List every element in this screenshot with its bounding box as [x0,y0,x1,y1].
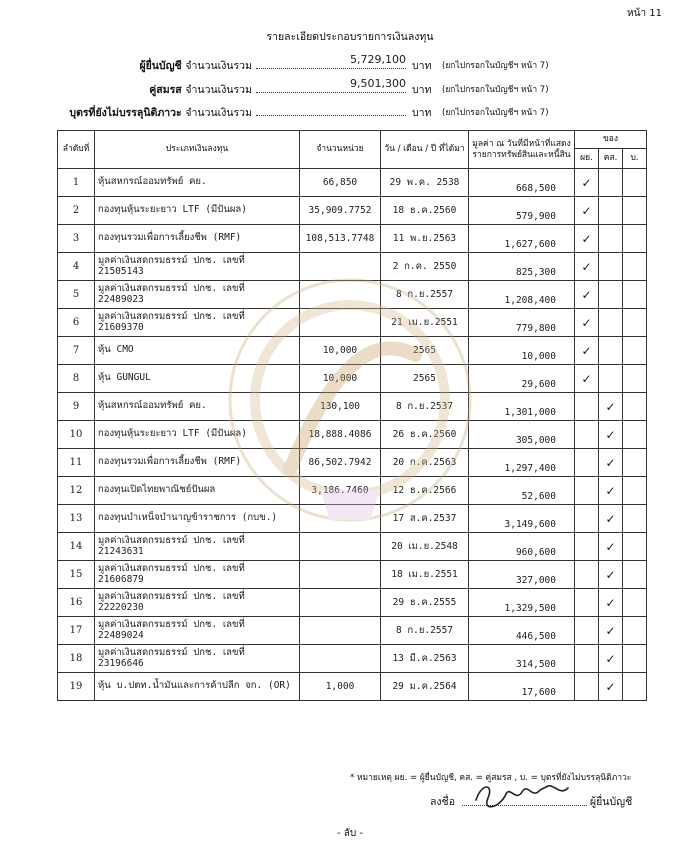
row-units: 10,000 [300,337,381,365]
summary-unit: บาท [412,107,432,119]
owner-check-spouse: ✓ [599,561,623,589]
row-date: 2 ก.ค. 2550 [381,253,469,281]
header-value: มูลค่า ณ วันที่มีหน้าที่แสดง รายการทรัพย์สินและหนี้สิน [469,131,575,169]
owner-check-child [623,589,647,617]
row-no: 6 [58,309,95,337]
table-row [58,533,647,561]
owner-check-child [623,617,647,645]
table-row [58,309,647,337]
row-date: 20 เม.ย.2548 [381,533,469,561]
owner-check-spouse: ✓ [599,449,623,477]
table-row [58,393,647,421]
row-date: 11 พ.ย.2563 [381,225,469,253]
owner-check-filer: ✓ [575,309,599,337]
row-value: 314,500 [469,645,575,673]
owner-check-filer: ✓ [575,197,599,225]
row-type: กองทุนหุ้นระยะยาว LTF (มีปันผล) [95,197,300,225]
owner-check-filer: ✓ [575,337,599,365]
row-date: 29 พ.ค. 2538 [381,169,469,197]
row-no: 4 [58,253,95,281]
table-row [58,561,647,589]
row-units [300,505,381,533]
row-type: มูลค่าเงินสดกรมธรรม์ ปกช. เลขที่ 23196646 [95,645,300,673]
summary-spouse [0,77,700,97]
row-type: มูลค่าเงินสดกรมธรรม์ ปกช. เลขที่ 21606879 [95,561,300,589]
summary-note: (ยกไปกรอกในบัญชีฯ หน้า 7) [442,108,549,118]
table-row [58,197,647,225]
row-type: กองทุนรวมเพื่อการเลี้ยงชีพ (RMF) [95,449,300,477]
header-date: วัน / เดือน / ปี ที่ได้มา [381,131,469,169]
sign-line [462,805,587,806]
owner-check-child [623,421,647,449]
row-type: กองทุนรวมเพื่อการเลี้ยงชีพ (RMF) [95,225,300,253]
owner-check-child [623,477,647,505]
row-units [300,589,381,617]
row-value: 1,297,400 [469,449,575,477]
summary-value: 5,729,100 [350,53,406,66]
page-number: หน้า 11 [627,8,662,19]
summary-line [256,68,406,69]
owner-check-spouse [599,309,623,337]
row-no: 11 [58,449,95,477]
sign-role: ผู้ยื่นบัญชี [590,796,633,808]
table-row [58,253,647,281]
owner-check-spouse: ✓ [599,617,623,645]
row-value: 3,149,600 [469,505,575,533]
document-title: รายละเอียดประกอบรายการเงินลงทุน [266,31,434,43]
legend-note: * หมายเหตุ ผย. = ผู้ยื่นบัญชี, คส. = คู่สมรส , บ. = บุตรที่ยังไม่บรรลุนิติภาวะ [350,773,632,783]
row-date: 12 ธ.ค.2566 [381,477,469,505]
row-date: 26 ธ.ค.2560 [381,421,469,449]
owner-check-child [623,393,647,421]
owner-check-spouse [599,365,623,393]
row-type: หุ้นสหกรณ์ออมทรัพย์ คย. [95,393,300,421]
summary-label: คู่สมรส จำนวนเงินรวม [149,84,252,96]
row-value: 579,900 [469,197,575,225]
owner-check-spouse [599,197,623,225]
owner-check-filer [575,673,599,701]
row-date: 20 ก.ค.2563 [381,449,469,477]
row-type: หุ้น บ.ปตท.น้ำมันและการค้าปลีก จก. (OR) [95,673,300,701]
owner-check-filer [575,617,599,645]
owner-check-child [623,365,647,393]
owner-check-spouse [599,169,623,197]
owner-check-child [623,449,647,477]
sign-label: ลงชื่อ [430,796,455,808]
row-type: มูลค่าเงินสดกรมธรรม์ ปกช. เลขที่ 21609370 [95,309,300,337]
row-type: กองทุนหุ้นระยะยาว LTF (มีปันผล) [95,421,300,449]
row-units: 66,850 [300,169,381,197]
owner-check-spouse [599,253,623,281]
table-row [58,505,647,533]
row-no: 5 [58,281,95,309]
owner-check-spouse: ✓ [599,645,623,673]
table-row [58,225,647,253]
row-date: 8 ก.ย.2557 [381,617,469,645]
row-value: 446,500 [469,617,575,645]
row-units: 86,502.7942 [300,449,381,477]
row-no: 9 [58,393,95,421]
owner-check-filer [575,421,599,449]
owner-check-spouse: ✓ [599,477,623,505]
owner-check-child [623,337,647,365]
row-no: 12 [58,477,95,505]
row-units: 3,186.7460 [300,477,381,505]
row-value: 1,208,400 [469,281,575,309]
row-units [300,645,381,673]
row-no: 13 [58,505,95,533]
row-units [300,281,381,309]
row-type: มูลค่าเงินสดกรมธรรม์ ปกช. เลขที่ 22489024 [95,617,300,645]
owner-check-filer [575,393,599,421]
header-units: จำนวนหน่วย [300,131,381,169]
row-no: 17 [58,617,95,645]
owner-check-spouse [599,337,623,365]
owner-check-spouse: ✓ [599,393,623,421]
summary-unit: บาท [412,60,432,72]
row-units [300,253,381,281]
table-row [58,365,647,393]
row-value: 52,600 [469,477,575,505]
table-row [58,673,647,701]
row-value: 825,300 [469,253,575,281]
owner-check-child [623,645,647,673]
row-no: 16 [58,589,95,617]
table-row [58,281,647,309]
row-no: 8 [58,365,95,393]
summary-note: (ยกไปกรอกในบัญชีฯ หน้า 7) [442,61,549,71]
owner-check-spouse: ✓ [599,533,623,561]
row-value: 10,000 [469,337,575,365]
summary-note: (ยกไปกรอกในบัญชีฯ หน้า 7) [442,85,549,95]
row-date: 29 ธ.ค.2555 [381,589,469,617]
owner-check-filer [575,477,599,505]
row-units: 130,100 [300,393,381,421]
summary-label: ผู้ยื่นบัญชี จำนวนเงินรวม [139,60,252,72]
owner-check-filer [575,533,599,561]
row-date: 21 เม.ย.2551 [381,309,469,337]
owner-check-filer: ✓ [575,365,599,393]
row-units: 10,000 [300,365,381,393]
table-row [58,589,647,617]
row-date: 8 ก.ย.2557 [381,281,469,309]
owner-check-filer [575,645,599,673]
confidential-footer: - ลับ - [336,828,364,839]
header-owner-filer: ผย. [575,149,599,169]
row-no: 2 [58,197,95,225]
row-date: 8 ก.ย.2537 [381,393,469,421]
row-date: 2565 [381,365,469,393]
owner-check-child [623,673,647,701]
summary-label: บุตรที่ยังไม่บรรลุนิติภาวะ จำนวนเงินรวม [69,107,252,119]
summary-filer [0,53,700,73]
row-value: 327,000 [469,561,575,589]
summary-value: 9,501,300 [350,77,406,90]
row-date: 17 ส.ค.2537 [381,505,469,533]
row-units [300,561,381,589]
owner-check-child [623,225,647,253]
row-type: หุ้น GUNGUL [95,365,300,393]
owner-check-filer [575,589,599,617]
row-date: 2565 [381,337,469,365]
row-type: มูลค่าเงินสดกรมธรรม์ ปกช. เลขที่ 21243631 [95,533,300,561]
summary-children [0,104,700,120]
owner-check-child [623,281,647,309]
row-date: 18 ธ.ค.2560 [381,197,469,225]
owner-check-child [623,253,647,281]
row-units [300,617,381,645]
row-units: 1,000 [300,673,381,701]
row-units [300,309,381,337]
row-no: 18 [58,645,95,673]
summary-line [256,92,406,93]
owner-check-child [623,505,647,533]
row-value: 1,627,600 [469,225,575,253]
owner-check-filer: ✓ [575,225,599,253]
owner-check-child [623,561,647,589]
owner-check-child [623,169,647,197]
row-no: 10 [58,421,95,449]
row-value: 1,301,000 [469,393,575,421]
row-type: มูลค่าเงินสดกรมธรรม์ ปกช. เลขที่ 22220230 [95,589,300,617]
owner-check-spouse: ✓ [599,589,623,617]
row-units: 35,909.7752 [300,197,381,225]
owner-check-filer [575,561,599,589]
table-row [58,477,647,505]
row-date: 29 ม.ค.2564 [381,673,469,701]
investment-table [57,130,647,701]
table-row [58,617,647,645]
row-type: กองทุนบำเหน็จบำนาญข้าราชการ (กบข.) [95,505,300,533]
owner-check-child [623,533,647,561]
row-date: 18 เม.ย.2551 [381,561,469,589]
summary-unit: บาท [412,84,432,96]
header-no: ลำดับที่ [58,131,95,169]
header-owner-spouse: คส. [599,149,623,169]
row-units [300,533,381,561]
row-type: มูลค่าเงินสดกรมธรรม์ ปกช. เลขที่ 21505143 [95,253,300,281]
row-value: 668,500 [469,169,575,197]
row-value: 29,600 [469,365,575,393]
row-type: มูลค่าเงินสดกรมธรรม์ ปกช. เลขที่ 22489023 [95,281,300,309]
owner-check-spouse [599,281,623,309]
owner-check-spouse: ✓ [599,673,623,701]
row-date: 13 มี.ค.2563 [381,645,469,673]
row-value: 779,800 [469,309,575,337]
table-row [58,337,647,365]
header-owner: ของ [575,131,647,149]
row-value: 960,600 [469,533,575,561]
owner-check-filer: ✓ [575,281,599,309]
row-value: 1,329,500 [469,589,575,617]
row-type: กองทุนเปิดไทยพาณิชย์ปันผล [95,477,300,505]
signature-graphic [470,778,580,812]
summary-line [256,115,406,116]
table-row [58,645,647,673]
header-owner-child: บ. [623,149,647,169]
row-value: 305,000 [469,421,575,449]
owner-check-child [623,197,647,225]
row-units: 18,888.4086 [300,421,381,449]
owner-check-child [623,309,647,337]
row-no: 14 [58,533,95,561]
row-no: 19 [58,673,95,701]
table-row [58,169,647,197]
row-no: 1 [58,169,95,197]
table-row [58,421,647,449]
owner-check-filer [575,449,599,477]
owner-check-spouse: ✓ [599,421,623,449]
header-type: ประเภทเงินลงทุน [95,131,300,169]
row-no: 15 [58,561,95,589]
row-no: 3 [58,225,95,253]
owner-check-filer: ✓ [575,253,599,281]
table-row [58,449,647,477]
row-units: 108,513.7748 [300,225,381,253]
owner-check-filer [575,505,599,533]
row-no: 7 [58,337,95,365]
row-value: 17,600 [469,673,575,701]
row-type: หุ้น CMO [95,337,300,365]
owner-check-spouse: ✓ [599,505,623,533]
row-type: หุ้นสหกรณ์ออมทรัพย์ คย. [95,169,300,197]
owner-check-filer: ✓ [575,169,599,197]
signature-stroke [476,786,568,807]
owner-check-spouse [599,225,623,253]
